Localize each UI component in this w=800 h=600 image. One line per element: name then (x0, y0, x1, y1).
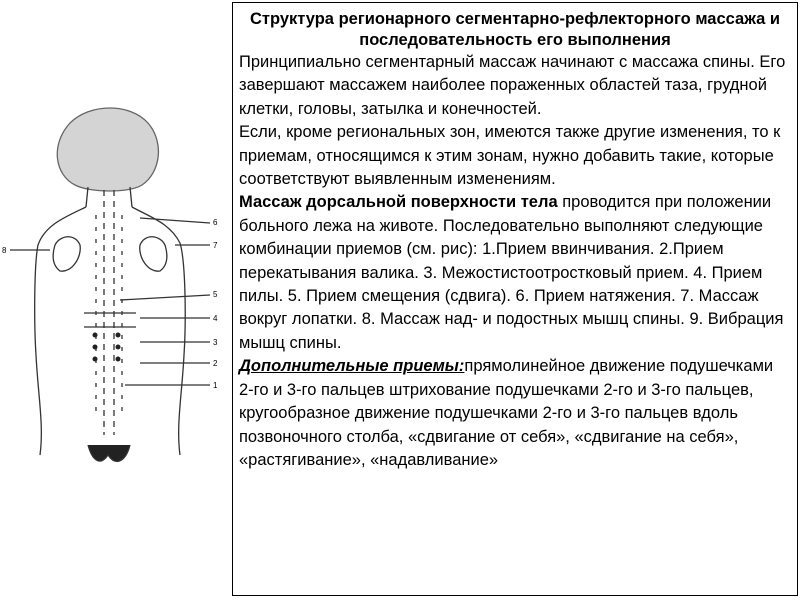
panel-body (239, 51, 791, 472)
figure-label-5: 5 (213, 290, 218, 299)
figure-label-8: 8 (2, 246, 7, 255)
leader-6 (140, 218, 210, 223)
paragraph-intro: Принципиально сегментарный массаж начинают с массажа спины. Его завершают массажем наиболее пораженных областей таза, грудной клетки, головы, затылка и конечностей. (239, 53, 786, 118)
figure-label-7: 7 (213, 241, 218, 250)
back-figure-svg (0, 95, 232, 475)
figure-label-1: 1 (213, 381, 218, 390)
figure-label-2: 2 (213, 359, 218, 368)
figure-label-6: 6 (213, 218, 218, 227)
figure-label-4: 4 (213, 314, 218, 323)
dorsal-massage-heading: Массаж дорсальной поверхности тела (239, 193, 558, 212)
paragraph-additional-techniques (239, 355, 791, 472)
leader-5 (120, 295, 210, 300)
dorsal-massage-text: проводится при положении больного лежа на животе. Последовательно выполняют следующие комбинации приемов (см. рис): 1.Прием ввинчивания. 2.Прием перекатывания валика. 3. Межостистоотростковый прием. 4. Прием пилы. 5. Прием смещения (сдвига). 6. Прием натяжения. 7. Массаж вокруг лопатки. 8. Массаж над- и подостных мышц спины. 9. Вибрация мышц спины. (239, 193, 784, 352)
panel-title: Структура регионарного сегментарно-рефлекторного массажа и последовательность его выполнения (249, 10, 781, 49)
paragraph-dorsal-massage (239, 191, 791, 355)
back-massage-diagram (0, 95, 232, 475)
figure-label-3: 3 (213, 338, 218, 347)
additional-techniques-heading: Дополнительные приемы: (239, 357, 465, 376)
additional-techniques-text: прямолинейное движение подушечками 2-го и 3-го пальцев штрихование подушечками 2-го и 3-го пальцев, кругообразное движение подушечками 2-го и 3-го пальцев вдоль позвоночного столба, «сдвигание от себя», «сдвигание на себя», «растягивание», «надавливание» (239, 357, 774, 469)
text-panel (232, 2, 798, 596)
paragraph-regional-zones: Если, кроме региональных зон, имеются также другие изменения, то к приемам, относящимся к этим зонам, нужно добавить такие, которые соответствуют выявленным изменениям. (239, 123, 781, 189)
head-shape (57, 108, 158, 191)
